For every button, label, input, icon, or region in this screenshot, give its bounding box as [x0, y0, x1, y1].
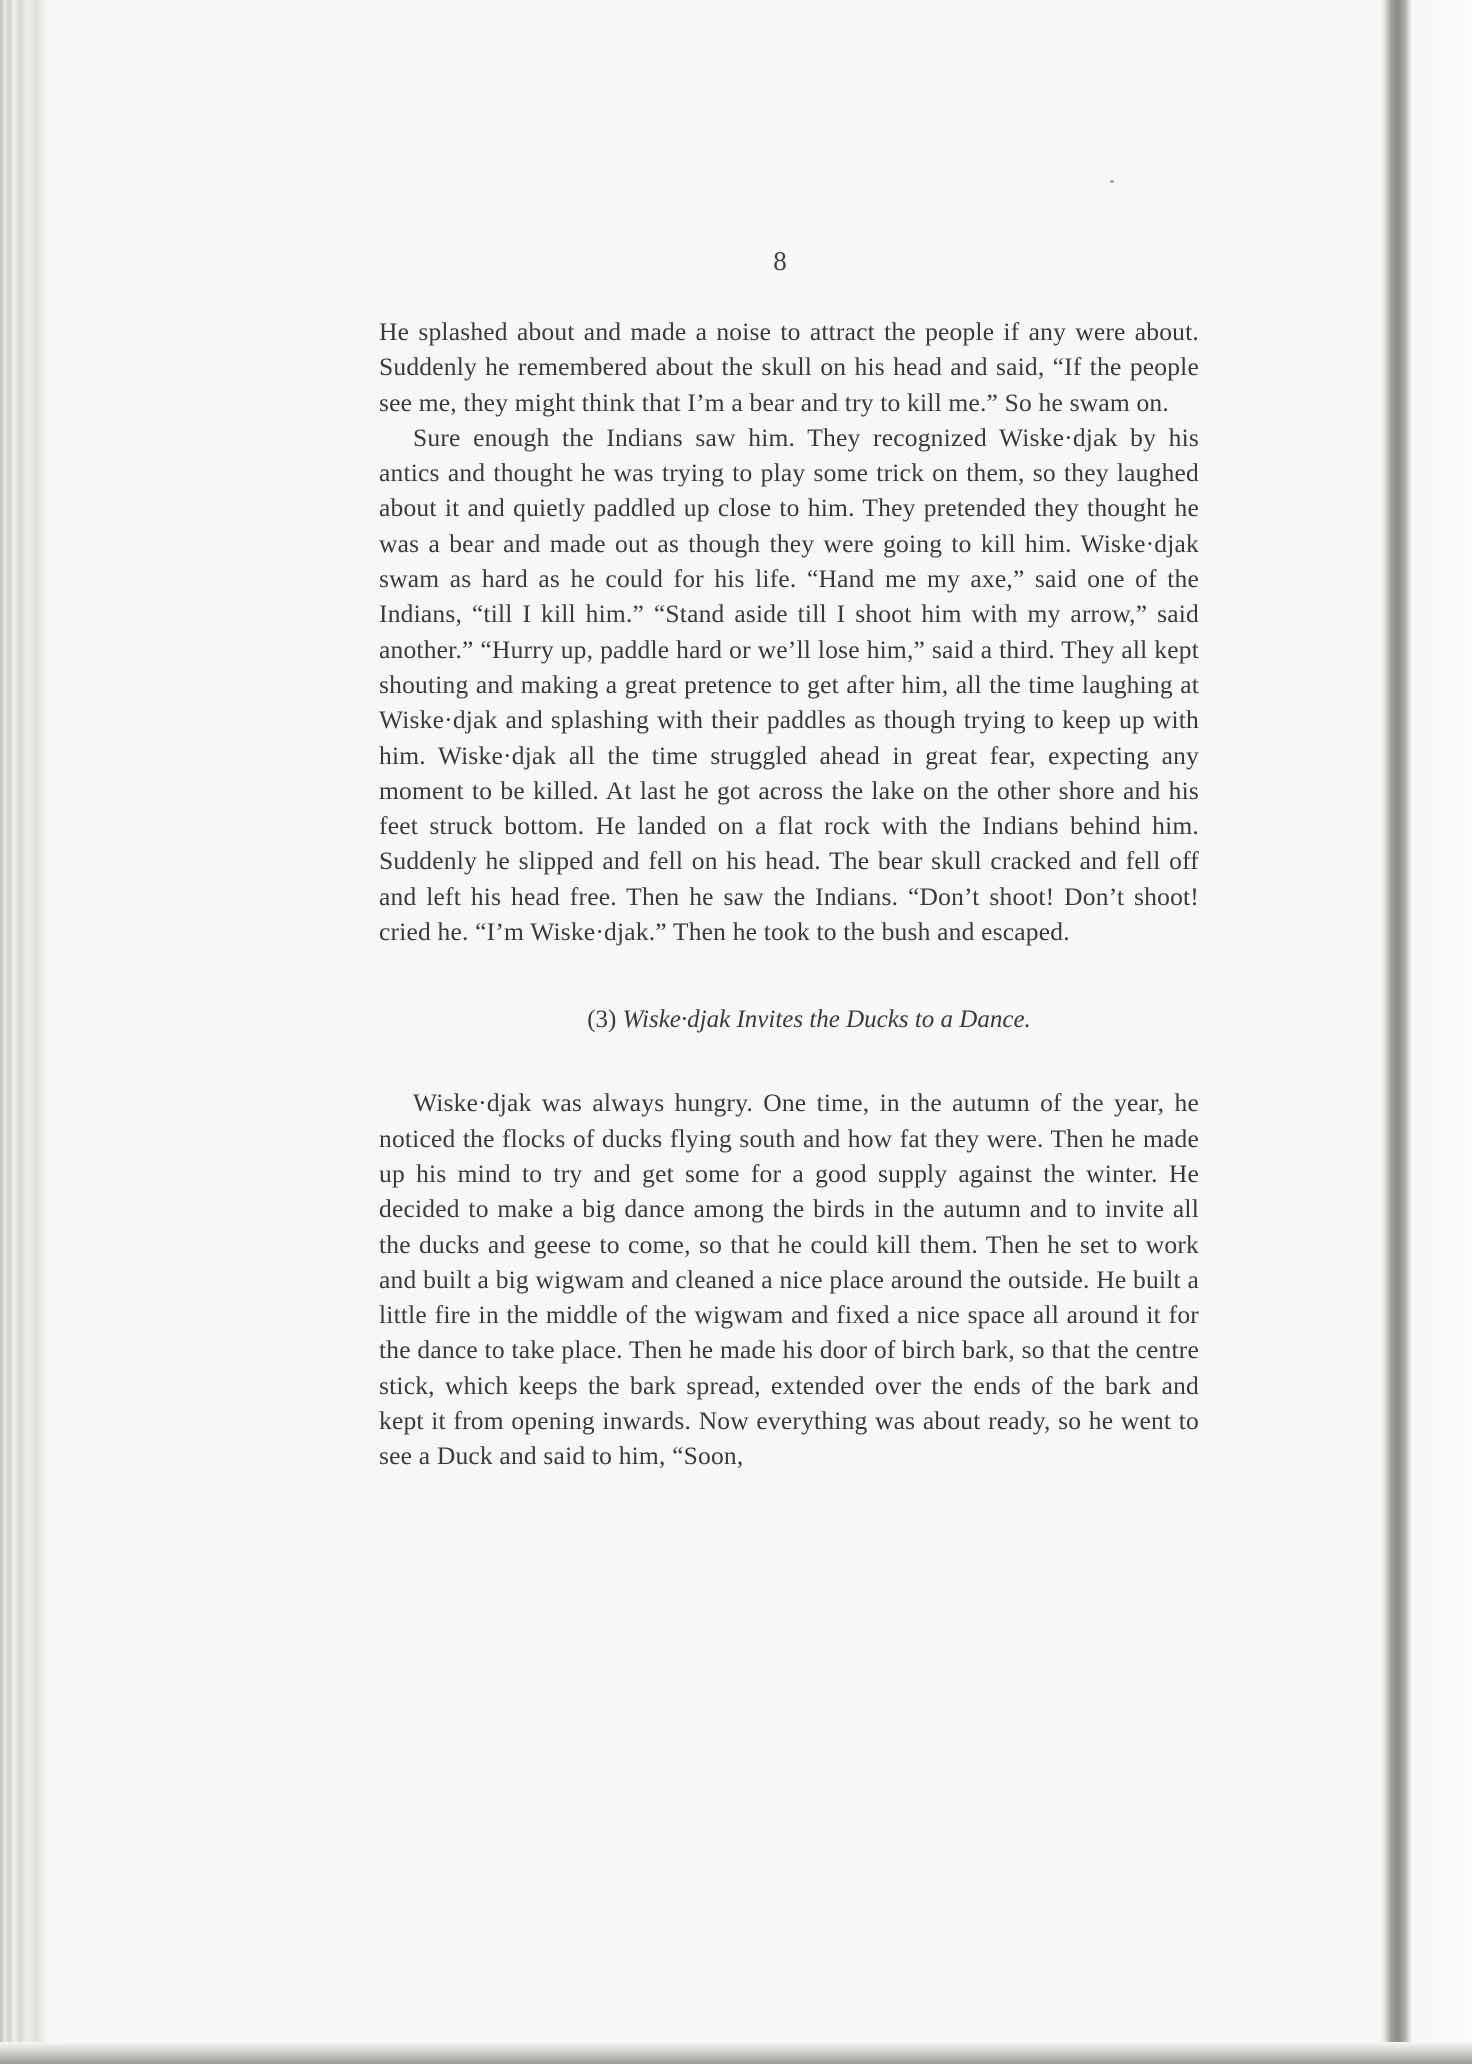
page-number: 8: [773, 246, 787, 276]
section-number: (3): [587, 1006, 617, 1034]
paragraph: Sure enough the Indians saw him. They recognized Wiske·djak by his antics and thought he was trying to play some trick on them, so they laughed about it and quietly paddled up close to him. They pretended they thought he was a bear and made out as though they were going to kill him. Wiske·djak swam as hard as he could for his life. “Hand me my axe,” said one of the Indians, “till I kill him.” “Stand aside till I shoot him with my arrow,” said another.” “Hurry up, paddle hard or we’ll lose him,” said a third. They all kept shouting and making a great pretence to get after him, all the time laughing at Wiske·djak and splashing with their paddles as though trying to keep up with him. Wiske·djak all the time struggled ahead in great fear, expecting any moment to be killed. At last he got across the lake on the other shore and his feet struck bottom. He landed on a flat rock with the Indians behind him. Suddenly he slipped and fell on his head. The bear skull cracked and fell off and left his head free. Then he saw the Indians. “Don’t shoot! Don’t shoot! cried he. “I’m Wiske·djak.” Then he took to the bush and escaped.: [379, 422, 1199, 947]
page-bottom-shadow: [0, 2042, 1472, 2064]
page-edge: [1380, 0, 1472, 2064]
paper-speck: [1110, 180, 1114, 183]
paragraph: He splashed about and made a noise to attract the people if any were about. Suddenly he remembered about the skull on his head and said, “If the people see me, they might think that I’m a bear and try to kill me.” So he swam on.: [379, 317, 1199, 417]
section-title: Wiske·djak Invites the Ducks to a Dance.: [622, 1006, 1031, 1034]
section-heading: [379, 1003, 1199, 1037]
book-gutter: [0, 0, 60, 2064]
paragraph: Wiske·djak was always hungry. One time, in the autumn of the year, he noticed the flocks of ducks flying south and how fat they were. Then he made up his mind to try and get some for a good supply against the winter. He decided to make a big dance among the birds in the autumn and to invite all the ducks and geese to come, so that he could kill them. Then he set to work and built a big wigwam and cleaned a nice place around the outside. He built a little fire in the middle of the wigwam and fixed a nice space all around it for the dance to take place. Then he made his door of birch bark, so that the centre stick, which keeps the bark spread, extended over the ends of the bark and kept it from opening inwards. Now everything was about ready, so he went to see a Duck and said to him, “Soon,: [379, 1088, 1199, 1471]
body-text: [379, 314, 1199, 1474]
